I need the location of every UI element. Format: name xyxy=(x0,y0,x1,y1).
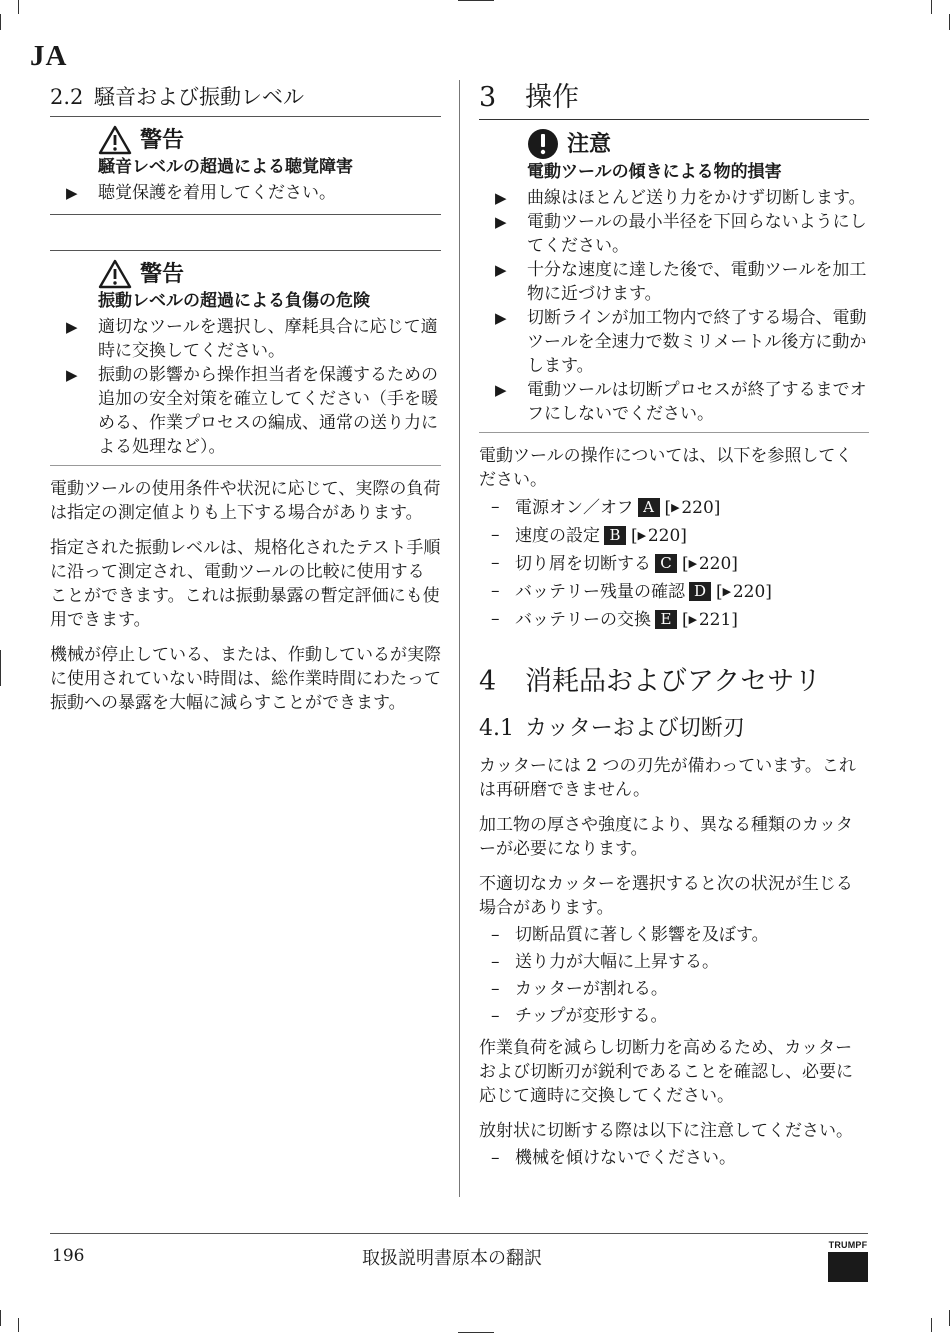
page-number: 196 xyxy=(52,1246,85,1266)
section-heading-2-2 xyxy=(50,80,441,117)
warning-box-vibration xyxy=(50,251,441,465)
left-column xyxy=(50,80,441,715)
document-title: 取扱説明書原本の翻訳 xyxy=(362,1248,542,1269)
page-reference-link[interactable]: [▶ 221] xyxy=(682,610,738,630)
caution-header xyxy=(527,128,869,160)
list-item: – 機械を傾けないでください。 xyxy=(491,1148,736,1168)
caution-label: 注意 xyxy=(567,131,612,157)
warning-triangle-icon xyxy=(98,259,132,289)
caution-instructions xyxy=(479,186,869,426)
language-code: JA xyxy=(30,40,68,72)
warning-title: 騒音レベルの超過による聴覚障害 xyxy=(98,157,353,177)
arrow-right-icon: ▶ xyxy=(688,557,698,570)
crop-mark xyxy=(931,1318,932,1332)
body-paragraph: カッターには 2 つの刃先が備わっています。これは再研磨できません。 xyxy=(479,756,856,800)
page-reference-link[interactable]: [▶ 220] xyxy=(716,582,772,602)
section-number: 4 xyxy=(479,666,497,697)
crop-mark xyxy=(458,0,494,1)
warning-box-noise xyxy=(50,117,441,214)
page-reference-link[interactable]: [▶ 220] xyxy=(631,526,687,546)
warning-label: 警告 xyxy=(140,261,185,287)
bullet-triangle-icon: ▶ xyxy=(66,318,78,336)
list-item: ▶ 電動ツールの最小半径を下回らないようにしてください。 xyxy=(495,212,867,256)
radial-cut-list xyxy=(479,1145,869,1172)
bullet-triangle-icon: ▶ xyxy=(495,261,507,279)
list-item: ▶ 聴覚保護を着用してください。 xyxy=(66,183,336,203)
list-item: – チップが変形する。 xyxy=(491,1006,668,1026)
operation-reference-list xyxy=(479,494,869,634)
arrow-right-icon: ▶ xyxy=(688,613,698,626)
warning-bottom-rule xyxy=(50,465,441,466)
warning-header xyxy=(98,125,441,155)
section-heading-3 xyxy=(479,80,869,120)
warning-instructions xyxy=(50,181,441,205)
bullet-triangle-icon: ▶ xyxy=(495,381,507,399)
operation-intro: 電動ツールの操作については、以下を参照してください。 xyxy=(479,446,853,490)
footer-rule xyxy=(50,1233,868,1234)
section-title: 消耗品およびアクセサリ xyxy=(525,666,822,697)
list-item: – 送り力が大幅に上昇する。 xyxy=(491,952,719,972)
bullet-triangle-icon: ▶ xyxy=(495,189,507,207)
arrow-right-icon: ▶ xyxy=(722,585,732,598)
bullet-triangle-icon: ▶ xyxy=(66,184,78,202)
caution-title: 電動ツールの傾きによる物的損害 xyxy=(527,162,782,182)
body-paragraph: 加工物の厚さや強度により、異なる種類のカッターが必要になります。 xyxy=(479,815,853,859)
crop-mark xyxy=(0,14,1,30)
list-item: ▶ 曲線はほとんど送り力をかけず切断します。 xyxy=(495,188,866,208)
list-item: – 電源オン／オフ A [▶ 220] xyxy=(491,497,721,518)
crop-mark xyxy=(0,650,1,686)
caution-bottom-rule xyxy=(479,432,869,433)
list-item: – バッテリー残量の確認 D [▶ 220] xyxy=(491,581,772,602)
section-number: 2.2 xyxy=(50,85,84,109)
figure-key: D xyxy=(689,582,711,601)
section-number: 4.1 xyxy=(479,716,514,741)
warning-triangle-icon xyxy=(98,125,132,155)
right-column xyxy=(479,80,869,1172)
arrow-right-icon: ▶ xyxy=(671,501,680,514)
list-item: – カッターが割れる。 xyxy=(491,979,668,999)
warning-header xyxy=(98,259,441,289)
list-item: – 切り屑を切断する C [▶ 220] xyxy=(491,553,738,574)
logo-wordmark: TRUMPF xyxy=(828,1240,868,1250)
logo-block xyxy=(828,1252,868,1282)
trumpf-logo xyxy=(828,1240,868,1282)
list-item: – 速度の設定 B [▶ 220] xyxy=(491,525,687,546)
crop-mark xyxy=(18,1318,19,1332)
list-item: ▶ 振動の影響から操作担当者を保護するための追加の安全対策を確立してください（手を暖める、作業プロセスの編成、通常の送り力による処理など）。 xyxy=(66,365,438,457)
section-title: 騒音および振動レベル xyxy=(94,85,304,109)
body-paragraph: 電動ツールの使用条件や状況に応じて、実際の負荷は指定の測定値よりも上下する場合があります。 xyxy=(50,479,441,523)
arrow-right-icon: ▶ xyxy=(637,529,647,542)
list-item: – 切断品質に著しく影響を及ぼす。 xyxy=(491,925,769,945)
warning-title: 振動レベルの超過による負傷の危険 xyxy=(98,291,370,311)
body-paragraph: 不適切なカッターを選択すると次の状況が生じる場合があります。 xyxy=(479,874,853,918)
section-heading-4 xyxy=(479,664,869,700)
figure-key: C xyxy=(655,554,677,573)
section-number: 3 xyxy=(479,82,497,113)
page-reference-link[interactable]: [▶ 220] xyxy=(682,554,738,574)
crop-mark xyxy=(0,1310,1,1326)
section-title: カッターおよび切断刃 xyxy=(525,716,745,741)
crop-mark xyxy=(18,0,19,14)
body-paragraph: 作業負荷を減らし切断力を高めるため、カッターおよび切断刃が鋭利であることを確認し、必要に応じて適時に交換してください。 xyxy=(479,1038,853,1106)
figure-key: E xyxy=(655,610,677,629)
section-heading-4-1 xyxy=(479,712,869,746)
body-paragraph: 放射状に切断する際は以下に注意してください。 xyxy=(479,1121,853,1141)
warning-instructions xyxy=(50,315,441,459)
consequence-list xyxy=(479,922,869,1030)
list-item: ▶ 切断ラインが加工物内で終了する場合、電動ツールを全速力で数ミリメートル後方に動かします。 xyxy=(495,308,867,376)
figure-key: A xyxy=(638,498,660,517)
body-paragraph: 機械が停止している、または、作動しているが実際に使用されていない時間は、総作業時間にわたって振動への暴露を大幅に減らすことができます。 xyxy=(50,645,441,713)
body-paragraph: 指定された振動レベルは、規格化されたテスト手順に沿って測定され、電動ツールの比較に使用することができます。これは振動暴露の暫定評価にも使用できます。 xyxy=(50,538,441,630)
exclamation-icon xyxy=(527,128,559,160)
page-reference-link[interactable]: [▶ 220] xyxy=(664,498,721,518)
bullet-triangle-icon: ▶ xyxy=(66,366,78,384)
column-divider xyxy=(459,80,460,1197)
list-item: – バッテリーの交換 E [▶ 221] xyxy=(491,609,738,630)
crop-mark xyxy=(931,0,932,14)
figure-key: B xyxy=(604,526,626,545)
bullet-triangle-icon: ▶ xyxy=(495,213,507,231)
list-item: ▶ 電動ツールは切断プロセスが終了するまでオフにしないでください。 xyxy=(495,380,867,424)
section-title: 操作 xyxy=(525,82,579,113)
bullet-triangle-icon: ▶ xyxy=(495,309,507,327)
list-item: ▶ 十分な速度に達した後で、電動ツールを加工物に近づけます。 xyxy=(495,260,867,304)
list-item: ▶ 適切なツールを選択し、摩耗具合に応じて適時に交換してください。 xyxy=(66,317,438,361)
caution-box xyxy=(479,120,869,432)
warning-label: 警告 xyxy=(140,127,185,153)
